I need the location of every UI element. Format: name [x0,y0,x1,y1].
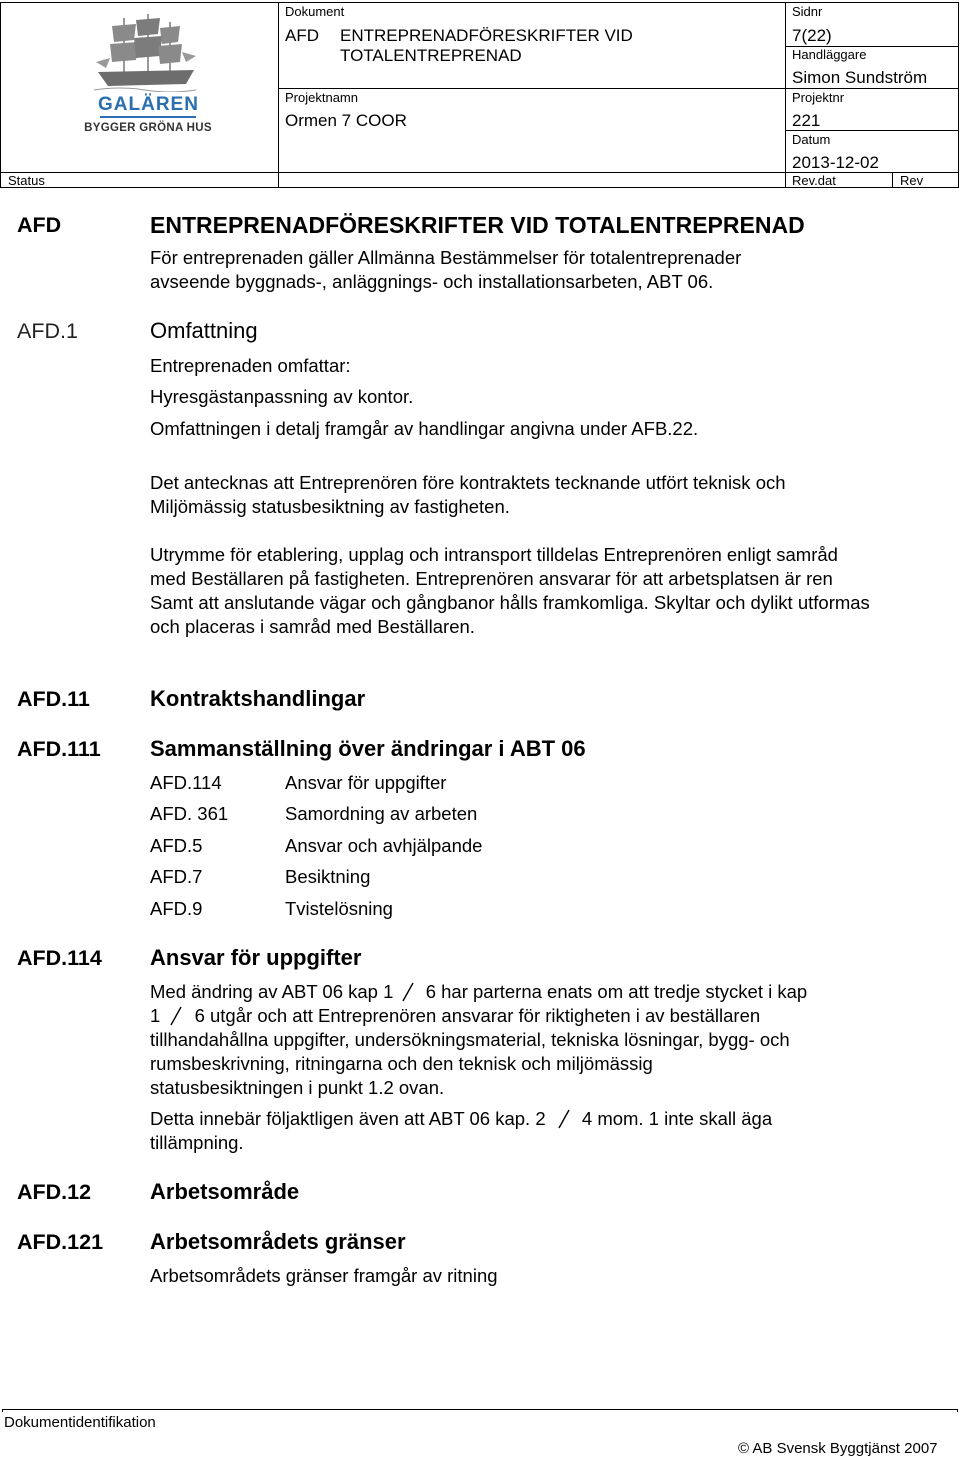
paragraph-line: Miljömässig statusbesiktning av fastigheten. [150,496,510,517]
paragraph: Arbetsområdets gränser framgår av ritning [150,1265,498,1286]
section-sign-icon [401,982,415,1002]
paragraph: Omfattningen i detalj framgår av handlingar angivna under AFB.22. [150,418,699,439]
company-logo [70,12,220,137]
section-title: Omfattning [150,318,258,343]
doc-id-label: Dokumentidentifikation [4,1414,156,1431]
section-title: ENTREPRENADFÖRESKRIFTER VID TOTALENTREPRENAD [150,212,805,238]
change-ref: AFD.7 [150,866,203,887]
change-text: Ansvar och avhjälpande [285,835,483,856]
sidnr-value: 7(22) [792,26,832,45]
section-title: Ansvar för uppgifter [150,945,362,970]
handlaggare-value: Simon Sundström [792,68,928,87]
paragraph: Entreprenaden omfattar: [150,355,351,376]
change-text: Besiktning [285,866,371,887]
change-ref: AFD.114 [150,772,222,793]
change-ref: AFD.9 [150,898,203,919]
projektnr-value: 221 [792,111,821,130]
rev-label: Rev [900,173,924,188]
section-code: AFD.114 [17,946,102,970]
paragraph-line: Det antecknas att Entreprenören före kontraktets tecknande utfört teknisk och [150,472,786,493]
text-run: 6 har parterna enats om att tredje stycket i kap [425,981,808,1002]
logo-tagline: BYGGER GRÖNA HUS [84,122,212,134]
dokument-title-1: ENTREPRENADFÖRESKRIFTER VID [340,26,633,45]
text-run: 6 utgår och att Entreprenören ansvarar för riktigheten i av beställaren [194,1005,761,1026]
datum-value: 2013-12-02 [792,153,879,172]
section-code: AFD.12 [17,1180,92,1204]
section-title: Sammanställning över ändringar i ABT 06 [150,736,586,761]
paragraph-line: statusbesiktningen i punkt 1.2 ovan. [150,1077,445,1098]
paragraph-line: avseende byggnads-, anläggnings- och installationsarbeten, ABT 06. [150,271,714,292]
status-label: Status [8,173,45,188]
logo-brand: GALÄREN [98,94,199,115]
paragraph-line: Samt att anslutande vägar och gångbanor hålls framkomliga. Skyltar och dylikt utformas [150,592,870,613]
paragraph-line: rumsbeskrivning, ritningarna och den teknisk och miljömässig [150,1053,653,1074]
section-title: Arbetsområde [150,1179,300,1204]
paragraph-line [150,1107,772,1131]
ship-icon [90,12,200,92]
section-code: AFD [17,213,62,237]
sidnr-label: Sidnr [792,4,823,19]
section-code: AFD.111 [17,737,101,761]
projektnr-label: Projektnr [792,90,845,105]
text-run: 4 mom. 1 inte skall äga [581,1108,773,1129]
text-run: Med ändring av ABT 06 kap 1 [150,981,394,1002]
section-title: Arbetsområdets gränser [150,1229,406,1254]
paragraph-line: Utrymme för etablering, upplag och intransport tilldelas Entreprenören enligt samråd [150,544,838,565]
change-text: Ansvar för uppgifter [285,772,447,793]
paragraph-line: tillhandahållna uppgifter, undersökningsmaterial, tekniska lösningar, bygg- och [150,1029,790,1050]
section-code: AFD.1 [17,319,78,343]
text-run: Detta innebär följaktligen även att ABT 06 kap. 2 [150,1108,546,1129]
text-run: 1 [150,1005,161,1026]
paragraph-line: För entreprenaden gäller Allmänna Bestämmelser för totalentreprenader [150,247,742,268]
paragraph-line: med Beställaren på fastigheten. Entreprenören ansvarar för att arbetsplatsen är ren [150,568,833,589]
paragraph-line: tillämpning. [150,1132,244,1153]
change-ref: AFD.5 [150,835,203,856]
paragraph-line: och placeras i samråd med Beställaren. [150,616,475,637]
section-sign-icon [169,1006,183,1026]
paragraph: Hyresgästanpassning av kontor. [150,386,414,407]
paragraph-line [150,980,807,1004]
paragraph-line [150,1004,760,1028]
change-text: Samordning av arbeten [285,803,478,824]
handlaggare-label: Handläggare [792,47,867,62]
section-code: AFD.121 [17,1230,104,1254]
change-text: Tvistelösning [285,898,393,919]
section-title: Kontraktshandlingar [150,686,366,711]
logo-underline [100,116,196,118]
copyright: © AB Svensk Byggtjänst 2007 [738,1440,938,1457]
projektnamn-label: Projektnamn [285,90,358,105]
section-sign-icon [557,1109,571,1129]
change-ref: AFD. 361 [150,803,229,824]
revdat-label: Rev.dat [792,173,836,188]
dokument-code: AFD [285,26,319,45]
section-code: AFD.11 [17,687,90,711]
projektnamn-value: Ormen 7 COOR [285,111,407,130]
datum-label: Datum [792,132,831,147]
dokument-label: Dokument [285,4,345,19]
dokument-title-2: TOTALENTREPRENAD [340,46,522,65]
